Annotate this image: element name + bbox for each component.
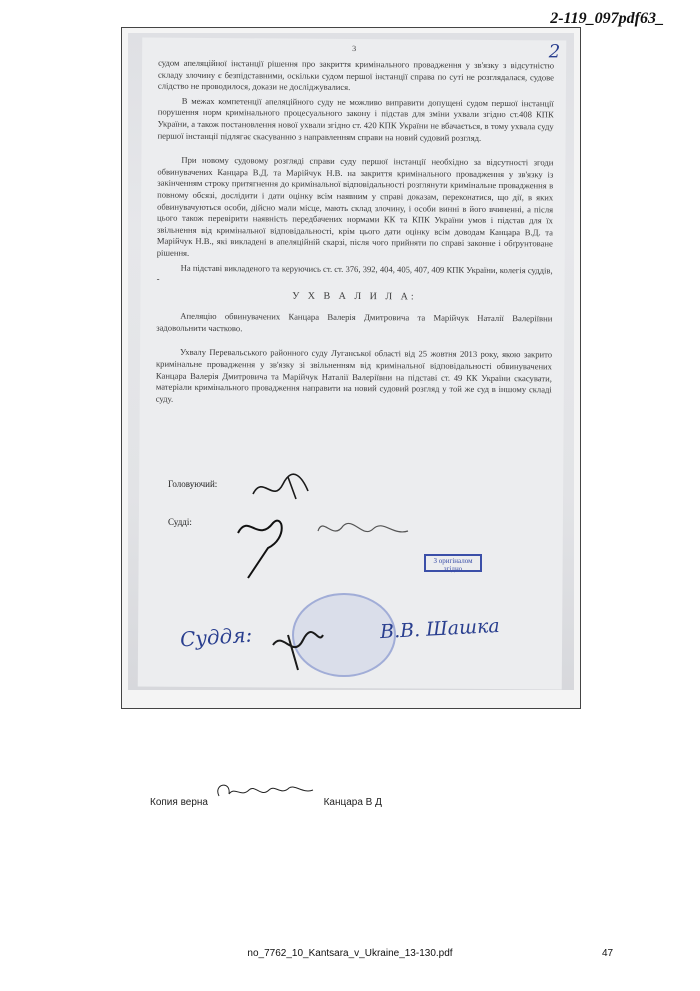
handwritten-signature-blue <box>268 625 328 675</box>
copy-stamp: З оригіналом згідно <box>424 554 482 572</box>
judges-label: Судді: <box>168 517 192 527</box>
judge-signature-2 <box>313 511 413 551</box>
paragraph-2: В межах компетенції апеляційного суду не можливо виправити допущені судом першої інстанції порушення норм кримінального процесуального закону і підстав для зміни ухвали згідно ст.408 КПК України, а також постановлення нової ухвали згідно ст. 420 КПК України не вбачається, в тому ухвала суду першої інстанції підлягає скасуванню з направленням справи на новий судовий розгляд. <box>157 95 554 143</box>
handwritten-corner-mark: 2 <box>548 41 561 63</box>
court-ruling-page <box>138 38 567 690</box>
scanned-photo <box>128 33 574 690</box>
document-id: 2-119_097pdf63_ <box>550 10 664 27</box>
judge-signature-1 <box>228 503 298 583</box>
footer-page-number: 47 <box>602 948 614 959</box>
copy-name: Канцара В Д <box>323 797 382 808</box>
handwritten-judge-note: Суддя: <box>179 622 253 652</box>
scanned-page-frame <box>121 27 581 709</box>
scan-page-number: 3 <box>352 43 357 54</box>
decision-paragraph-1: Апеляцію обвинувачених Канцара Валерія Дмитровича та Марійчук Наталії Валеріївни задовольнити частково. <box>156 311 553 334</box>
presiding-label: Головуючий: <box>168 479 218 489</box>
footer-filename: no_7762_10_Kantsara_v_Ukraine_13-130.pdf <box>247 948 453 959</box>
copy-signature <box>211 786 321 808</box>
paragraph-4: На підставі викладеного та керуючись ст. ст. 376, 392, 404, 405, 407, 409 КПК України, колегія суддів, - <box>156 262 553 284</box>
copy-certification <box>150 786 382 808</box>
handwritten-judge-name: В.В. Шашка <box>379 614 501 644</box>
paragraph-3: При новому судовому розгляді справи суду першої інстанції необхідно за відсутності згоди обвинувачених Канцара В.Д. та Марійчук Н.В. на закриття кримінального провадження у зв'язку із закінченням строку притягнення до кримінальної відповідальності розглянути кримінальне провадження в повному обсязі, дослідити і дати оцінку всім наявним у справі доказам, переконатися, що дії, в яких обвинувачуються особи, дійсно мали місце, мають склад злочину, і особи винні в його вчиненні, а після цього також перевірити наявність передбачених нормами КК та КПК України умов і підстав для їх звільнення від кримінальної відповідальності, крім цього дати оцінку всім доводам Канцара В.Д. та Марійчук Н.В., які викладені в апеляційній скарзі, після чого прийняти по справі законне і обґрунтоване рішення. <box>156 154 554 258</box>
decision-title: У Х В А Л И Л А: <box>292 290 417 303</box>
decision-paragraph-2: Ухвалу Перевальського районного суду Луганської області від 25 жовтня 2013 року, якою закрито кримінальне провадження у зв'язку зі звільненням від кримінальної відповідальності обвинувачених Канцара Валерія Дмитровича та Марійчук Наталії Валеріївни на підставі ст. 49 КК України скасувати, матеріали кримінального провадження направити на новий судовий розгляд у той же суд в іншому складі суду. <box>155 347 553 404</box>
copy-prefix: Копия верна <box>150 797 208 808</box>
paragraph-1: судом апеляційної інстанції рішення про закриття кримінального провадження у зв'язку з відсутністю складу злочину є безпідставними, оскільки судом першої інстанції справа по суті не розглядалася, судове слідство не проводилося, докази не досліджувалися. <box>157 57 555 93</box>
